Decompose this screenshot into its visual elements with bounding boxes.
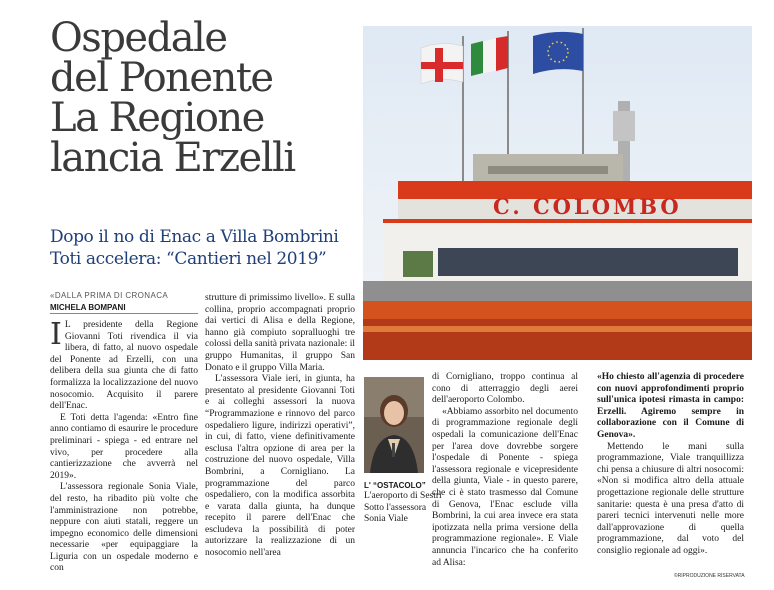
airport-sign: C. COLOMBO bbox=[493, 194, 682, 219]
article-paragraph: «Abbiamo assorbito nel documento di programmazione regionale degli ospedali la comunicazione dell'Enac per l'area dove dovrebbe sorgere l'ospedale di Ponente - spiega l'assessora regionale e vicepresidente della giunta, Viale - in questo parere, che ci è stato trasmesso dal Comune di Genova, l'Enac esclude villa Bombrini, la cui area invece era stata ipotizzata nella prima versione della programmazione regionale». E Viale annuncia l'incarico che ha conferito ad Alisa: bbox=[432, 406, 578, 568]
airport-photo bbox=[363, 26, 752, 360]
headline-line-3: La Regione bbox=[50, 95, 264, 141]
paragraph-text: L presidente della Regione Giovanni Toti rivendica il via libera, di fatto, al nuovo ospedale del Ponente ad Erzelli, con una delibera della sua giunta che di fatto formalizza la localizzazione del nuovo nosocomio. Acquisito il parere dell'Enac. bbox=[50, 320, 198, 412]
article-paragraph: di Cornigliano, troppo continua al cono di atterraggio degli aerei dell'aeroporto Colombo. bbox=[432, 372, 578, 406]
article-paragraph: strutture di primissimo livello». E sulla collina, proprio accompagnati proprio dai vertici di Alisa e della Regione, hanno già compiuto sopralluoghi tre colossi della sanità privata nazionale: il gruppo Humanitas, il gruppo San Donato e il gruppo Villa Maria. bbox=[205, 293, 355, 373]
article-paragraph: E Toti detta l'agenda: «Entro fine anno contiamo di esaurire le procedure preliminari - spiega - ed entrare nel vivo, per procedere alla cantierizzazione che avverrà nel 2019». bbox=[50, 412, 198, 481]
subheadline bbox=[50, 226, 370, 270]
article-paragraph: L'assessora regionale Sonia Viale, del resto, ha ribadito più volte che l'amministrazione non potrebbe, neppure con aiuti statali, reggere un impegno economico delle dimensioni necessarie «per equipaggiare la Liguria con un ospedale moderno e con bbox=[50, 482, 198, 574]
article-column-2 bbox=[205, 293, 355, 560]
caption-title: L' “OSTACOLO” bbox=[364, 481, 426, 490]
headline-line-2: del Ponente bbox=[50, 55, 273, 101]
article-paragraph: «Ho chiesto all'agenzia di procedere con nuovi approfondimenti proprio sull'unica ipotesi rimasta in campo: Erzelli. Agiremo sempre in collaborazione con il Comune di Genova». bbox=[597, 372, 744, 440]
article-column-3 bbox=[432, 372, 578, 569]
article-paragraph bbox=[50, 317, 198, 413]
headline-line-1: Ospedale bbox=[50, 15, 227, 61]
drop-cap: I bbox=[50, 317, 62, 352]
photo-caption bbox=[364, 491, 442, 526]
caption-line-2: Sotto l'assessora bbox=[364, 502, 427, 513]
article-paragraph: L'assessora Viale ieri, in giunta, ha presentato al presidente Giovanni Toti e ai colleghi assessori la nuova “Programmazione e rinnovo del parco ospedaliero ligure, indirizzi operativi”, in cui, di fatto, viene definitivamente esclusa l'altra opzione di area per la costruzione del nuovo ospedale, Villa Bombrini, a Cornigliano. La programmazione del parco ospedaliero, con la modifica assorbita e varata dalla giunta, ha dunque recepito il parere dell'Enac che escludeva la possibilità di poter autorizzare la realizzazione di un nosocomio nell'area bbox=[205, 374, 355, 559]
kicker: «DALLA PRIMA DI CRONACA bbox=[50, 291, 169, 300]
caption-line-3: Sonia Viale bbox=[364, 514, 408, 524]
portrait-photo bbox=[364, 377, 424, 473]
subheadline-line-1: Dopo il no di Enac a Villa Bombrini bbox=[50, 227, 339, 247]
article-column-4 bbox=[597, 372, 744, 558]
article-column-1 bbox=[50, 317, 198, 575]
caption-line-1: L'aeroporto di Sestri bbox=[364, 491, 442, 501]
headline-line-4: lancia Erzelli bbox=[50, 135, 295, 181]
byline-rule bbox=[50, 313, 198, 314]
article-paragraph: Mettendo le mani sulla programmazione, Viale tranquillizza chi pensa a chiusure di altri nosocomi: «Non si modifica altro della attuale progettazione regionale delle strutture sanitarie: questa è una presa d'atto di pareri tecnici intervenuti nelle more dall'approvazione di quella programmazione, dal voto del consiglio regionale ad oggi». bbox=[597, 441, 744, 556]
subheadline-line-2: Toti accelera: “Cantieri nel 2019” bbox=[50, 249, 327, 269]
byline: MICHELA BOMPANI bbox=[50, 303, 126, 312]
headline bbox=[50, 15, 350, 181]
copyright-notice: ©RIPRODUZIONE RISERVATA bbox=[674, 573, 745, 579]
